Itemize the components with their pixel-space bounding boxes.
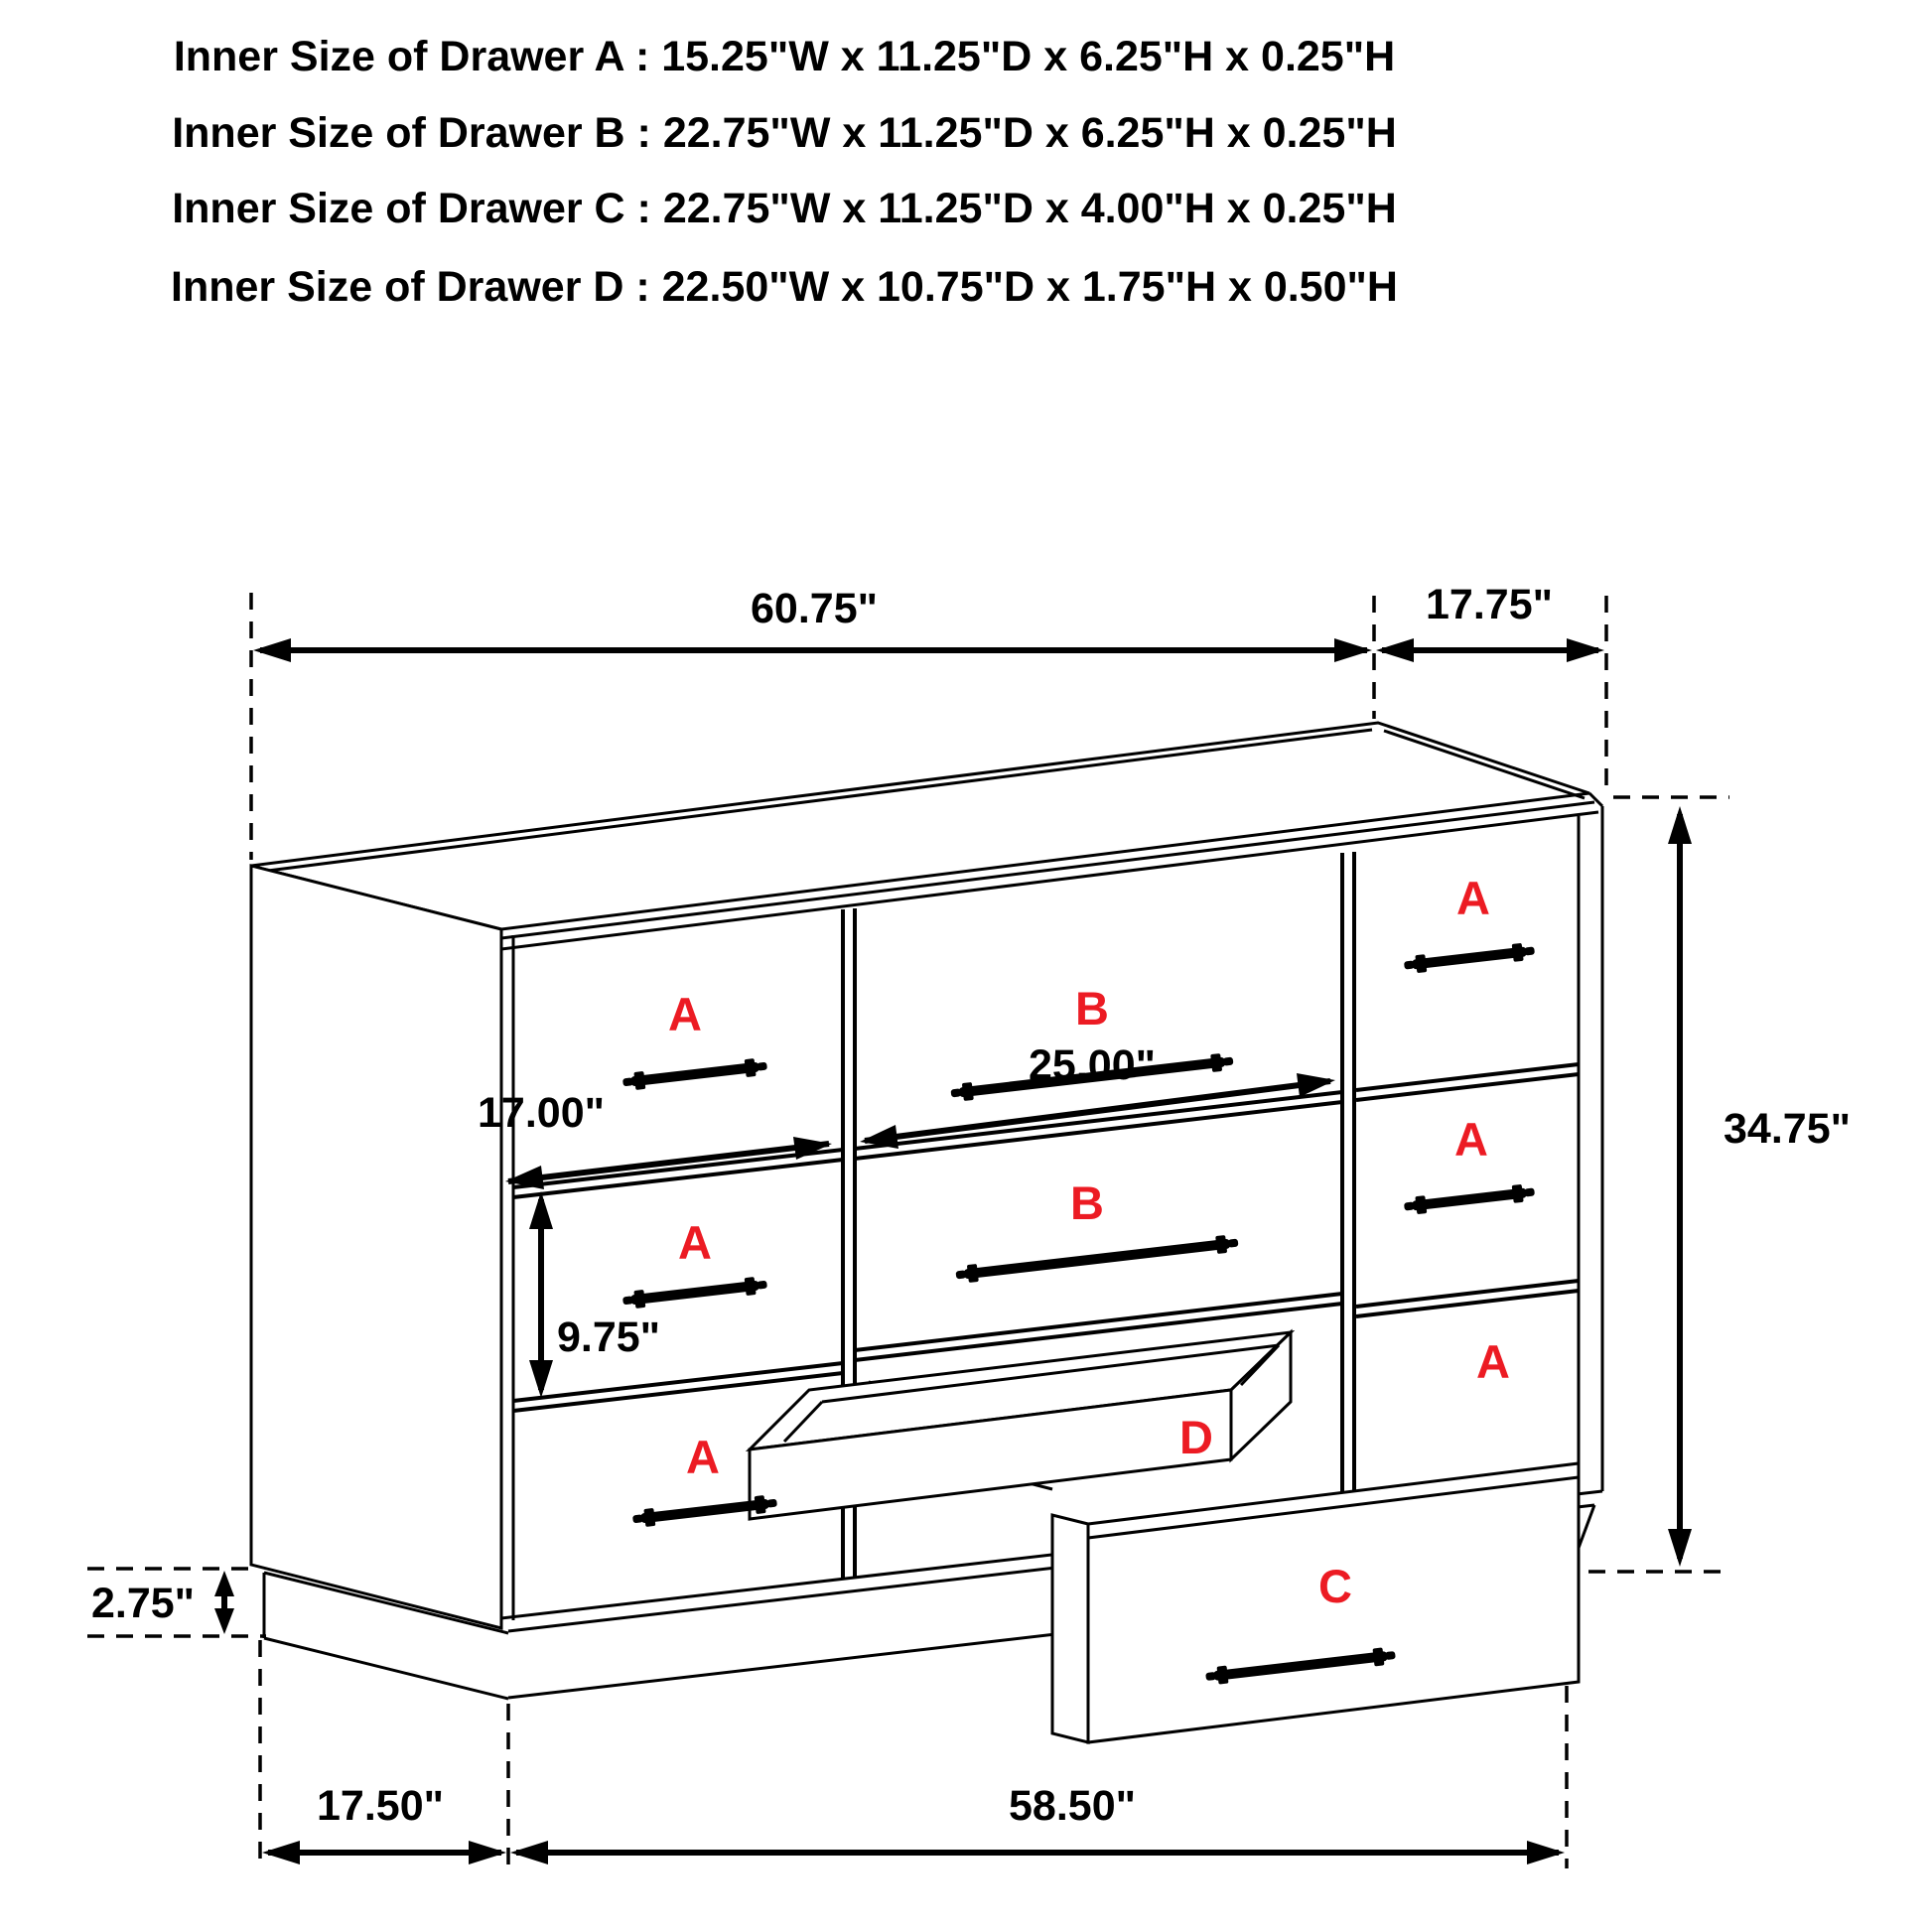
- label-drawer-b-middle: B: [1070, 1176, 1104, 1229]
- open-drawer-c: [1052, 1463, 1579, 1742]
- handle-left-top-drawer: [621, 1057, 767, 1092]
- title-line-drawer-c: Inner Size of Drawer C : 22.75"W x 11.25"D x 4.00"H x 0.25"H: [172, 185, 1397, 232]
- dim-text-left-col-width: 17.00": [478, 1089, 605, 1137]
- dim-text-top-width: 60.75": [751, 585, 878, 632]
- handle-right-middle-drawer: [1403, 1182, 1535, 1215]
- title-line-drawer-a: Inner Size of Drawer A : 15.25"W x 11.25"D x 6.25"H x 0.25"H: [173, 33, 1396, 80]
- label-drawer-a-left-bottom: A: [686, 1431, 720, 1483]
- arrowhead: [1567, 638, 1604, 662]
- arrowhead: [1668, 1529, 1692, 1567]
- arrowhead: [510, 1841, 548, 1864]
- left-side-panel: [251, 866, 501, 1628]
- title-line-drawer-b: Inner Size of Drawer B : 22.75"W x 11.25"D x 6.25"H x 0.25"H: [172, 109, 1397, 157]
- arrowhead: [793, 1137, 832, 1160]
- label-drawer-a-right-top: A: [1456, 872, 1490, 924]
- arrowhead: [529, 1360, 553, 1398]
- handle-left-middle-drawer: [621, 1276, 767, 1311]
- label-drawer-b-top: B: [1075, 982, 1109, 1035]
- dim-text-top-depth: 17.75": [1426, 581, 1553, 628]
- title-line-drawer-d: Inner Size of Drawer D : 22.50"W x 10.75"D x 1.75"H x 0.50"H: [171, 263, 1398, 311]
- left-col-row2-gap-top: [513, 1363, 843, 1401]
- dim-line-left-col-width: [508, 1144, 829, 1181]
- left-col-row1-gap-bottom: [513, 1160, 843, 1197]
- handle-right-top-drawer: [1403, 941, 1535, 974]
- arrowhead: [469, 1841, 506, 1864]
- left-col-row1-gap-top: [513, 1150, 843, 1187]
- label-drawer-a-left-middle: A: [678, 1216, 712, 1269]
- arrowhead: [860, 1125, 898, 1149]
- base-left-bottom-edge: [264, 1638, 508, 1699]
- dim-text-drawer-height: 9.75": [556, 1313, 661, 1361]
- label-drawer-a-right-bottom: A: [1476, 1335, 1510, 1388]
- arrowhead: [1668, 806, 1692, 844]
- mid-col-row1-gap-top: [855, 1092, 1342, 1149]
- dim-text-mid-col-width: 25.00": [1029, 1041, 1156, 1089]
- arrowhead: [214, 1608, 234, 1634]
- label-drawer-a-right-middle: A: [1454, 1113, 1488, 1166]
- title-block: [171, 33, 1398, 311]
- arrowhead: [253, 638, 291, 662]
- top-corner-jog: [1589, 793, 1602, 806]
- arrowhead: [1527, 1841, 1565, 1864]
- drawer-c-left-side: [1052, 1515, 1088, 1742]
- label-drawer-a-left-top: A: [668, 988, 702, 1040]
- arrowhead: [214, 1571, 234, 1596]
- arrowhead: [1376, 638, 1414, 662]
- arrowhead: [262, 1841, 300, 1864]
- handle-middle-middle-drawer: [955, 1234, 1239, 1285]
- dim-text-base-height: 2.75": [90, 1580, 196, 1627]
- dim-text-overall-height: 34.75": [1724, 1105, 1851, 1153]
- handle-left-bottom-drawer: [631, 1494, 777, 1529]
- label-tray-d: D: [1179, 1411, 1213, 1463]
- dim-text-bottom-width: 58.50": [1009, 1782, 1136, 1830]
- dim-text-bottom-depth: 17.50": [317, 1782, 444, 1830]
- label-open-drawer-c: C: [1318, 1560, 1352, 1612]
- arrowhead: [1334, 638, 1372, 662]
